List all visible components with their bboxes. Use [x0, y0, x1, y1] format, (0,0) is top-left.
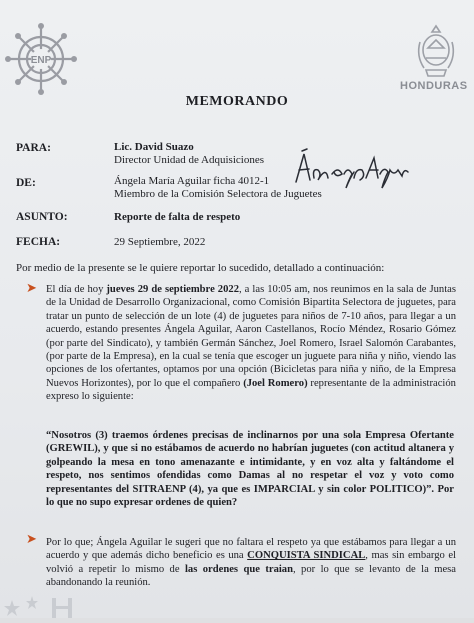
- paragraph-2: [46, 536, 456, 590]
- subject-value: Reporte de falta de respeto: [114, 211, 241, 223]
- para-label: PARA:: [16, 142, 51, 154]
- memo-title: MEMORANDO: [185, 94, 289, 109]
- p1-bold-name: (Joel Romero): [243, 377, 308, 389]
- p2-bold-a: CONQUISTA SINDICAL: [247, 550, 366, 562]
- date-value: 29 Septiembre, 2022: [114, 236, 206, 248]
- intro-text: Por medio de la presente se le quiere reportar lo sucedido, detallado a continuación:: [16, 262, 385, 274]
- arrow-bullet-icon: ➤: [26, 281, 37, 296]
- paragraph-1: [46, 283, 456, 404]
- ship-wheel-seal-icon: [4, 22, 78, 96]
- p2-bold-b: las ordenes que traian: [184, 563, 293, 575]
- quoted-statement: “Nosotros (3) traemos órdenes precisas de inclinarnos por una sola Empresa Ofertante (GREWIL), y que si no estábamos de acuerdo no habrían juguetes (con actitud altanera y golpeando la mesa en tono amenazante e intimidante, y en voz alta y faltándome el respeto, nos sentimos ofendidas como Damas al no respetar el voz y voto como representantes del SITRAENP (4), ya que es IMPARCIAL y sin color POLITICO)”. Por lo que no supo expresar ordenes de quien?: [46, 430, 454, 509]
- footer-watermark-icon: [0, 594, 100, 618]
- p1-text-b: , a las 10:05 am, nos reunimos en la sala de Juntas de la Unidad de Desarrollo Organizacional, como Comisión Bipartita Selectora de juguetes, para tratar un punto de selección de un lote (4) de juguetes para niños de 7-10 años, para llegar a un acuerdo, estando presentes Ángela Aguilar, Aaron Castellanos, Rocío Méndez, Rosario Gómez (por parte del Sindicato), y también Germán Sánchez, Joel Romero, Israel Salomón Carabantes, (por parte de la Empresa), en la cual se tenía que escoger un juguete para niña y niño, viendo las opciones de los ofertantes, optamos por una opción (Bicicletas para niña y niño, de la Empresa Nuevos Horizontes), por lo que el compañero: [46, 284, 457, 389]
- recipient-name: Lic. David Suazo: [114, 141, 194, 153]
- de-label: DE:: [16, 177, 36, 189]
- p2-text-a: Por lo que; Ángela Aguilar le sugeri que no faltara el respeto ya que estábamos para llegar a un acuerdo y que además dicho beneficio es una: [46, 537, 456, 562]
- p1-text-c: representante de la administración expreso lo siguiente:: [46, 377, 456, 403]
- sender-role: Miembro de la Comisión Selectora de Juguetes: [114, 188, 322, 200]
- arrow-bullet-icon: ➤: [26, 532, 37, 547]
- sender-name: Ángela María Aguilar ficha 4012-1: [114, 175, 270, 187]
- left-logo-text: ENP: [30, 55, 52, 66]
- fecha-label: FECHA:: [16, 236, 61, 248]
- p2-text-b: , mas sin embargo el volvió a repetir lo mismo de: [46, 550, 456, 575]
- country-name: HONDURAS: [400, 80, 468, 92]
- p2-text-c: , por lo que se levanto de la mesa abandonando la reunión.: [46, 563, 456, 589]
- asunto-label: ASUNTO:: [16, 211, 68, 223]
- recipient-title: Director Unidad de Adquisiciones: [114, 154, 264, 166]
- p1-text-a: El día de hoy: [46, 284, 107, 295]
- p1-bold-date: jueves 29 de septiembre 2022: [106, 284, 239, 295]
- handwritten-signature: [290, 148, 410, 192]
